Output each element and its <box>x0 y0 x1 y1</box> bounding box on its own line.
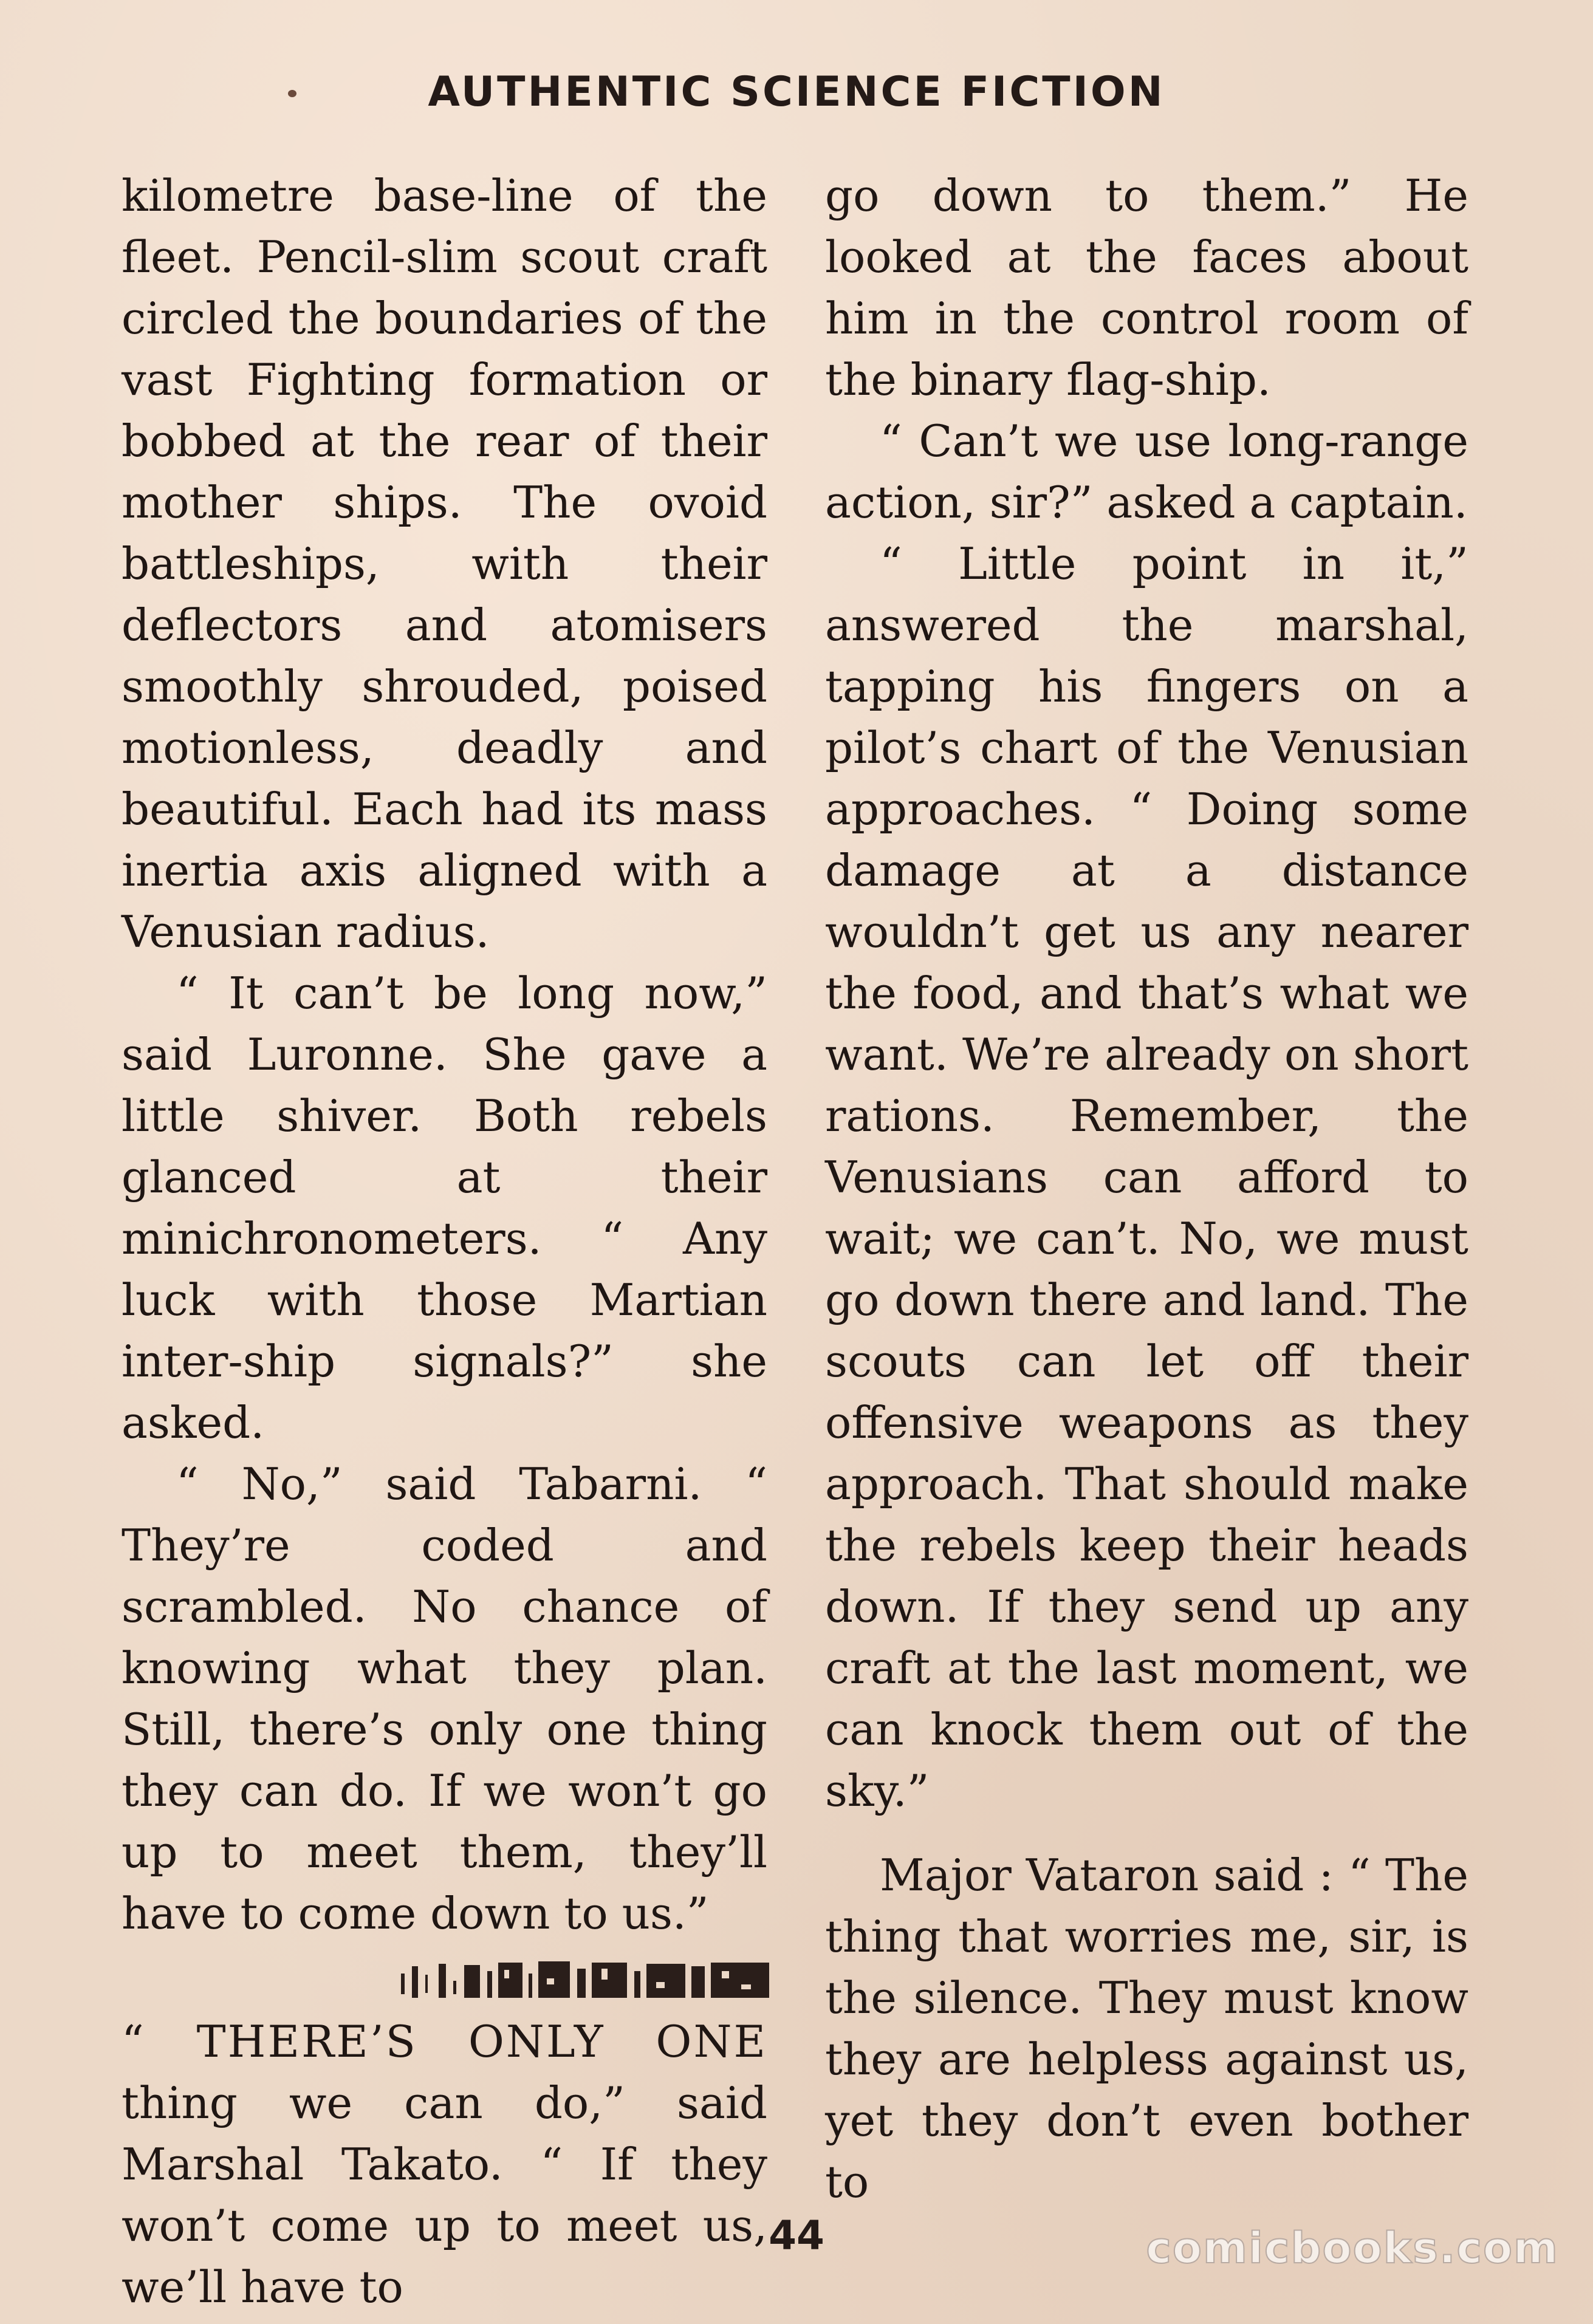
left-paragraph-4 <box>122 2011 767 2318</box>
right-paragraph-3: “ Little point in it,” answered the marshal, tapping his fingers on a pilot’s chart of the Venusian approaches. “ Doing some damage at a distance wouldn’t get us any nearer the food, and that’s what we want. We’re already on short rations. Remember, the Venusians can afford to wait; we can’t. No, we must go down there and land. The scouts can let off their offensive weapons as they approach. That should make the rebels keep their heads down. If they send up any craft at the last moment, we can knock them out of the sky.” <box>825 538 1468 1816</box>
right-paragraph-1: go down to them.” He looked at the faces about him in the control room of the binary flag-ship. <box>825 170 1468 405</box>
section-break-ornament <box>401 1960 772 2003</box>
running-header: AUTHENTIC SCIENCE FICTION <box>428 68 1165 116</box>
section-opening-text: thing we can do,” said Marshal Takato. “ If they won’t come up to meet us, we’ll have to <box>122 2077 767 2312</box>
right-paragraph-2: “ Can’t we use long-range action, sir?” asked a captain. <box>825 415 1468 528</box>
right-paragraph-4: Major Vataron said : “ The thing that worries me, sir, is the silence. They must know they are helpless against us, yet they don’t even bother to <box>825 1850 1468 2207</box>
right-column <box>825 165 1468 2213</box>
section-opening-smallcaps: “ THERE’S ONLY ONE <box>122 2016 767 2067</box>
watermark: comicbooks.com <box>1146 2223 1559 2273</box>
left-paragraph-3: “ No,” said Tabarni. “ They’re coded and scrambled. No chance of knowing what they plan. Still, there’s only one thing they can do. If we won’t go up to meet them, they’ll have to come down to us.” <box>122 1458 767 1939</box>
left-paragraph-2: “ It can’t be long now,” said Luronne. She gave a little shiver. Both rebels glanced at their minichronometers. “ Any luck with those Martian inter-ship signals?” she asked. <box>122 968 767 1448</box>
paragraph-gap <box>825 1822 1468 1845</box>
left-column <box>122 165 767 2318</box>
left-paragraph-1: kilometre base-line of the fleet. Pencil-slim scout craft circled the boundaries of the vast Fighting formation or bobbed at the rear of their mother ships. The ovoid battleships, with their deflectors and atomisers smoothly shrouded, poised motionless, deadly and beautiful. Each had its mass inertia axis aligned with a Venusian radius. <box>122 170 767 957</box>
page-number: 44 <box>769 2212 824 2259</box>
